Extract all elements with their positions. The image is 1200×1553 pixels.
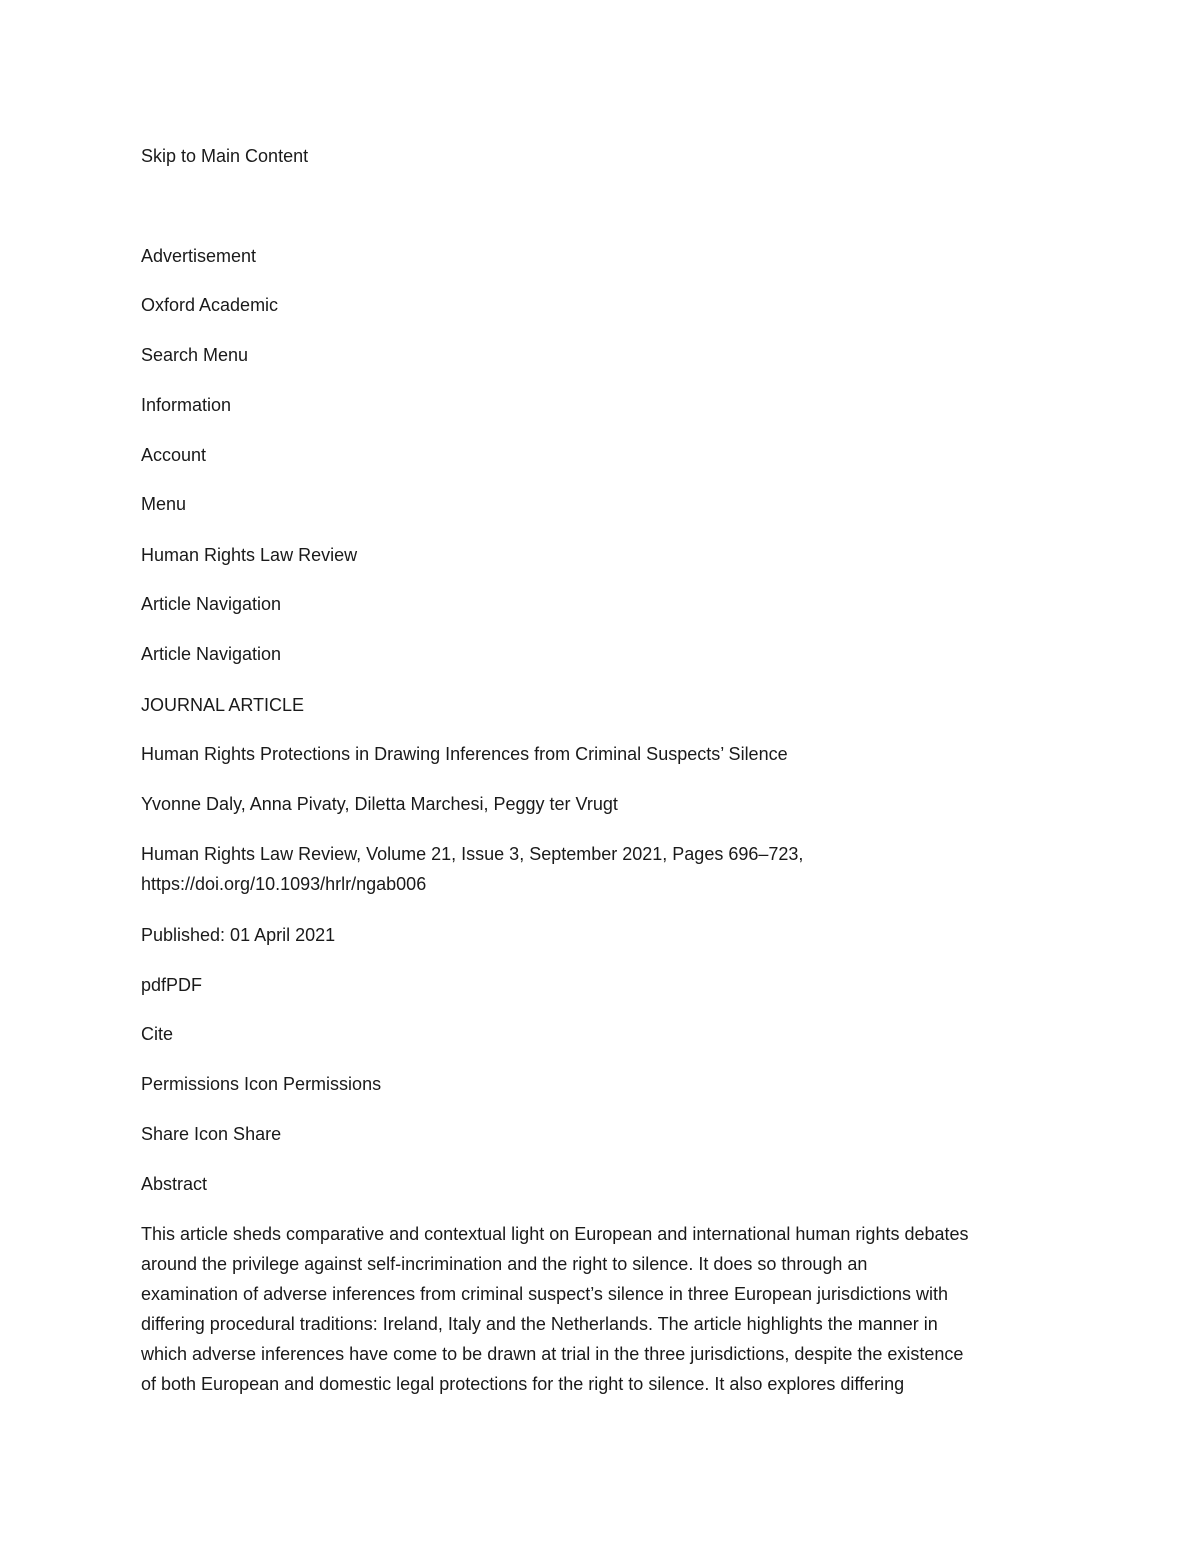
- menu-button[interactable]: Menu: [141, 494, 187, 514]
- citation-text: Human Rights Law Review, Volume 21, Issue 3, September 2021, Pages 696–723,: [141, 844, 804, 864]
- search-menu-button[interactable]: Search Menu: [141, 345, 249, 365]
- article-navigation-1[interactable]: Article Navigation: [141, 594, 282, 614]
- account-menu[interactable]: Account: [141, 445, 207, 465]
- abstract-line: which adverse inferences have come to be drawn at trial in the three jurisdictions, despite the existence: [141, 1344, 964, 1364]
- advertisement-label: Advertisement: [141, 246, 257, 266]
- cite-button[interactable]: Cite: [141, 1024, 174, 1044]
- abstract-paragraph: [141, 1219, 1061, 1399]
- published-date: Published: 01 April 2021: [141, 925, 336, 945]
- abstract-line: around the privilege against self-incrimination and the right to silence. It does so through an: [141, 1254, 868, 1274]
- article-title: Human Rights Protections in Drawing Inferences from Criminal Suspects’ Silence: [141, 744, 788, 764]
- journal-name-link[interactable]: Human Rights Law Review: [141, 545, 358, 565]
- abstract-line: of both European and domestic legal protections for the right to silence. It also explores differing: [141, 1374, 905, 1394]
- skip-to-main-content-link[interactable]: Skip to Main Content: [141, 146, 309, 166]
- share-button[interactable]: Share Icon Share: [141, 1124, 282, 1144]
- abstract-line: This article sheds comparative and contextual light on European and international human rights debates: [141, 1224, 969, 1244]
- site-name[interactable]: Oxford Academic: [141, 295, 279, 315]
- abstract-line: differing procedural traditions: Ireland, Italy and the Netherlands. The article highlights the manner in: [141, 1314, 938, 1334]
- abstract-line: examination of adverse inferences from criminal suspect’s silence in three European jurisdictions with: [141, 1284, 949, 1304]
- article-type-label: JOURNAL ARTICLE: [141, 695, 305, 715]
- doi-link[interactable]: https://doi.org/10.1093/hrlr/ngab006: [141, 874, 427, 894]
- permissions-button[interactable]: Permissions Icon Permissions: [141, 1074, 382, 1094]
- abstract-heading: Abstract: [141, 1174, 208, 1194]
- article-authors[interactable]: Yvonne Daly, Anna Pivaty, Diletta Marchesi, Peggy ter Vrugt: [141, 794, 618, 814]
- article-navigation-2[interactable]: Article Navigation: [141, 644, 282, 664]
- citation-block: [141, 839, 1061, 899]
- pdf-link[interactable]: pdfPDF: [141, 975, 203, 995]
- information-menu[interactable]: Information: [141, 395, 232, 415]
